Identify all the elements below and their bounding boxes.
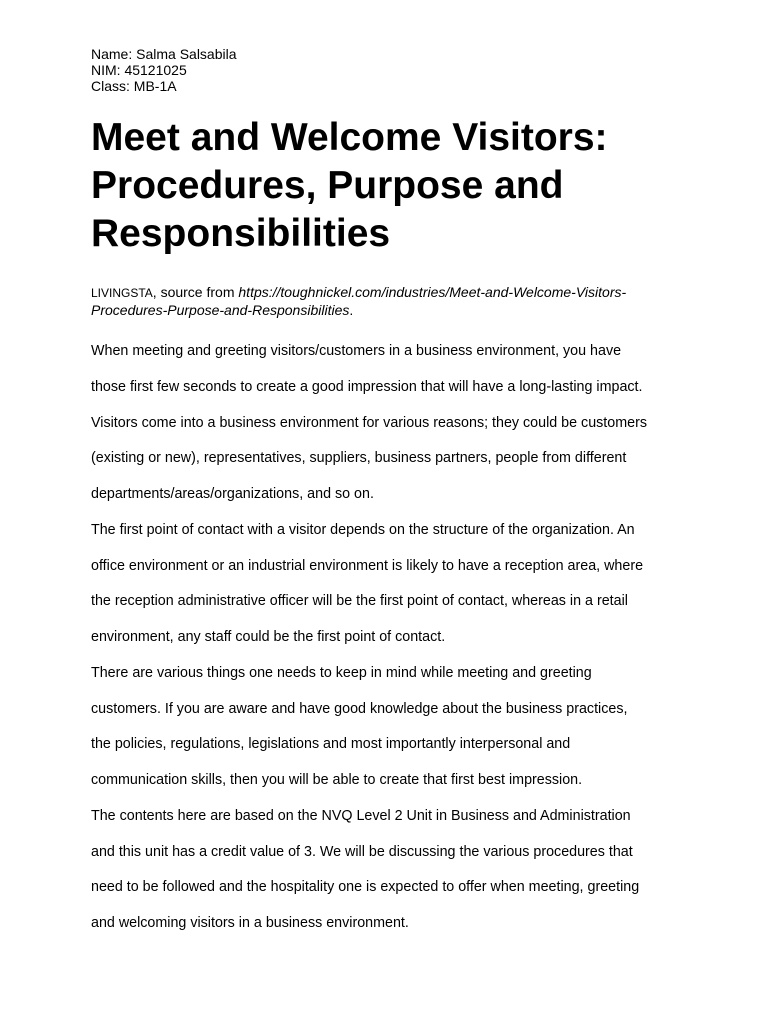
source-credit: LIVINGSTA	[91, 286, 153, 300]
paragraph	[91, 334, 691, 513]
article-body	[91, 334, 691, 942]
text-line: the policies, regulations, legislations and most importantly interpersonal and	[91, 736, 571, 753]
source-citation	[91, 284, 691, 319]
source-end: .	[349, 302, 354, 318]
text-line: those first few seconds to create a good impression that will have a long-lasting impact.	[91, 378, 643, 395]
student-class: Class: MB-1A	[91, 78, 177, 94]
text-line: the reception administrative officer will be the first point of contact, whereas in a retail	[91, 593, 628, 610]
title-line: Responsibilities	[91, 212, 391, 255]
text-line: and welcoming visitors in a business environment.	[91, 915, 409, 931]
student-info	[91, 46, 237, 94]
text-line: When meeting and greeting visitors/customers in a business environment, you have	[91, 343, 622, 359]
text-line: environment, any staff could be the first point of contact.	[91, 629, 446, 645]
paragraph	[91, 513, 691, 656]
student-nim: NIM: 45121025	[91, 62, 187, 78]
text-line: The first point of contact with a visitor depends on the structure of the organization. An	[91, 521, 635, 538]
text-line: communication skills, then you will be able to create that first best impression.	[91, 772, 583, 788]
text-line: There are various things one needs to keep in mind while meeting and greeting	[91, 664, 592, 681]
source-url: https://toughnickel.com/industries/Meet-and-Welcome-Visitors- Procedures-Purpose-and-Responsibilities	[91, 284, 627, 318]
title-line: Meet and Welcome Visitors:	[91, 116, 608, 159]
paragraph	[91, 656, 691, 799]
paragraph	[91, 799, 691, 942]
text-line: The contents here are based on the NVQ Level 2 Unit in Business and Administration	[91, 807, 631, 824]
text-line: office environment or an industrial environment is likely to have a reception area, where	[91, 557, 644, 574]
text-line: and this unit has a credit value of 3. We will be discussing the various procedures that	[91, 843, 633, 860]
text-line: (existing or new), representatives, suppliers, business partners, people from different	[91, 450, 627, 467]
text-line: departments/areas/organizations, and so on.	[91, 486, 374, 502]
source-prefix: , source from	[152, 284, 239, 300]
student-name: Name: Salma Salsabila	[91, 46, 237, 62]
text-line: customers. If you are aware and have good knowledge about the business practices,	[91, 700, 628, 717]
text-line: Visitors come into a business environment for various reasons; they could be customers	[91, 414, 647, 431]
document-title	[91, 114, 731, 258]
title-line: Procedures, Purpose and	[91, 164, 564, 207]
text-line: need to be followed and the hospitality one is expected to offer when meeting, greeting	[91, 879, 640, 896]
